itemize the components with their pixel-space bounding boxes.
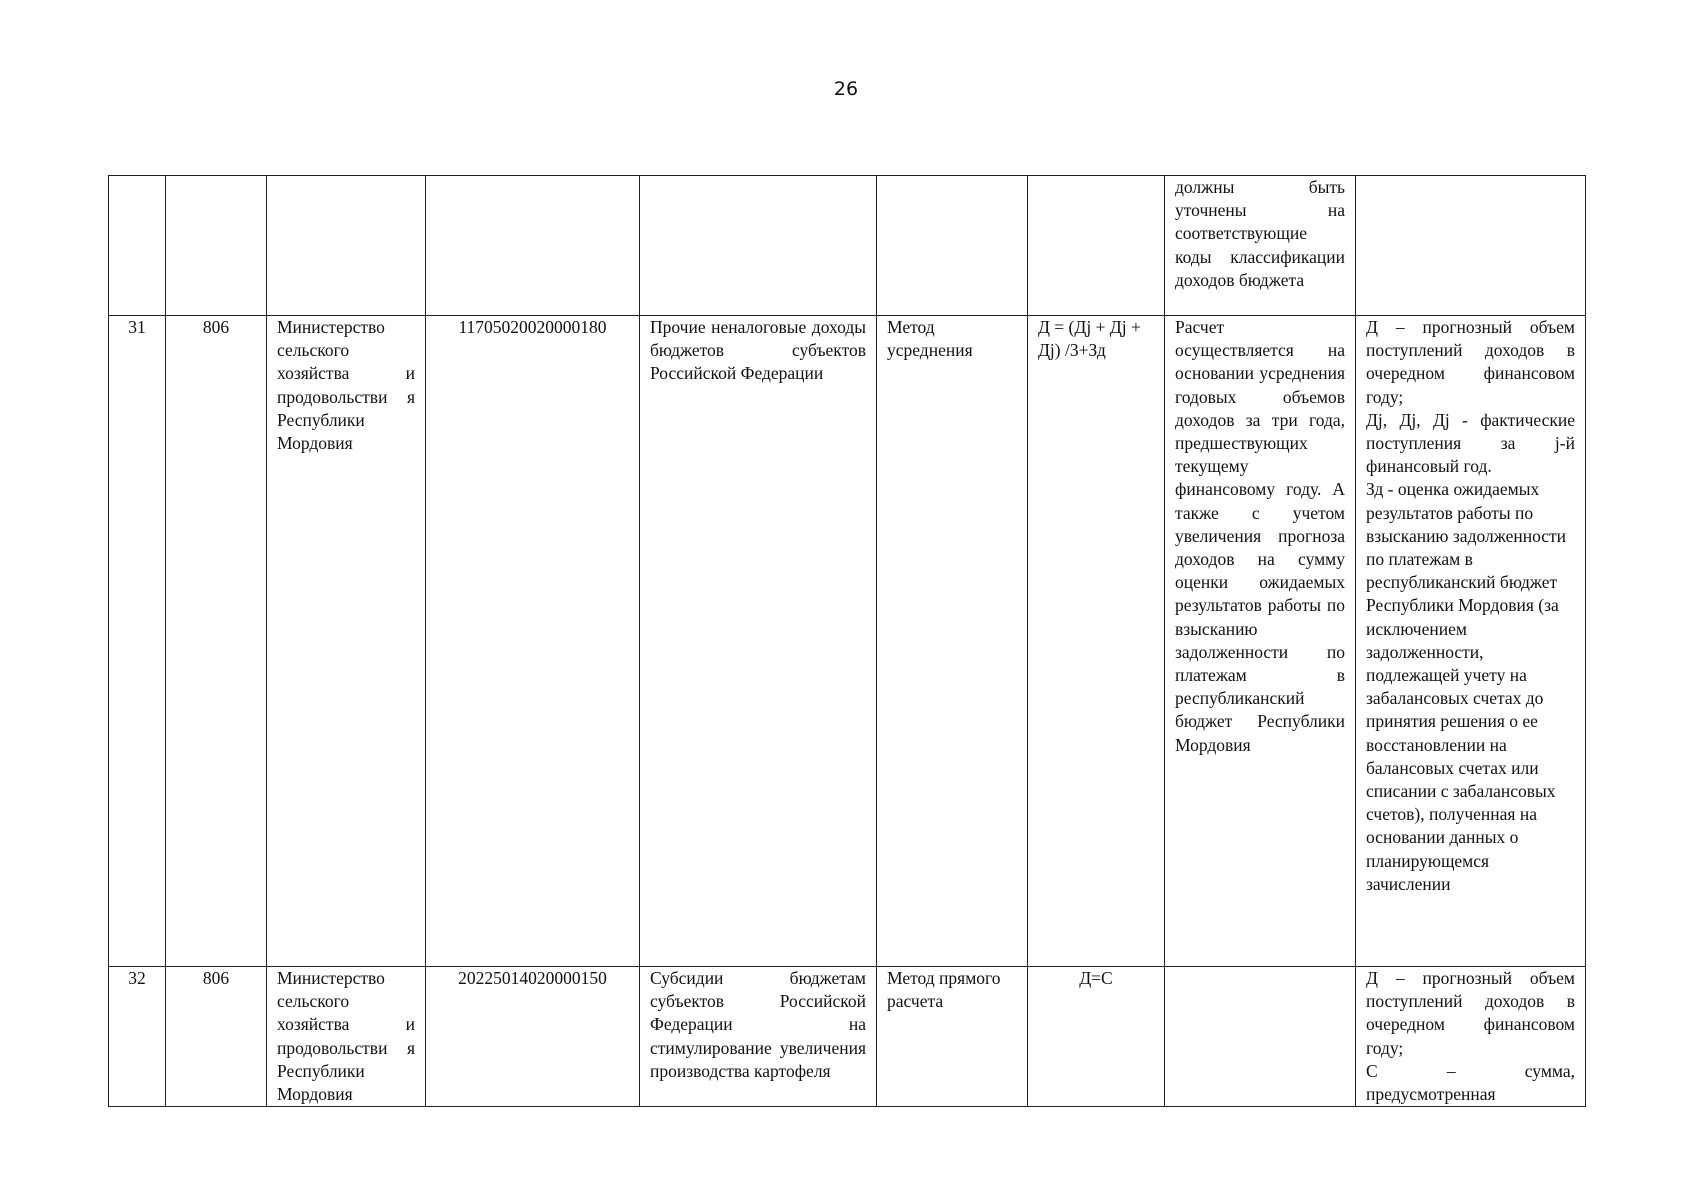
kbk-code-cell: 20225014020000150	[426, 967, 640, 1107]
method-cell: Метод усреднения	[877, 316, 1028, 967]
description-line: Дj, Дj, Дj - фактические поступления за j-й финансовый год.	[1366, 409, 1575, 477]
admin-name-cell: Министерство сельского хозяйства и продовольстви я Республики Мордовия	[267, 967, 426, 1107]
description-cell	[1356, 316, 1586, 967]
row-number-cell: 31	[109, 316, 166, 967]
description-line: С – сумма, предусмотренная	[1366, 1060, 1575, 1105]
description-line: Д – прогнозный объем поступлений доходов в очередном финансовом году;	[1366, 317, 1575, 407]
table-row	[109, 176, 1586, 316]
formula-cell	[1028, 176, 1165, 316]
algorithm-cell	[1165, 967, 1356, 1107]
algorithm-cell: Расчет осуществляется на основании усреднения годовых объемов доходов за три года, предшествующих текущему финансовому году. А также с учетом увеличения прогноза доходов на сумму оценки ожидаемых результатов работы по взысканию задолженности по платежам в республиканский бюджет Республики Мордовия	[1165, 316, 1356, 967]
admin-code-cell	[166, 176, 267, 316]
formula-cell: Д=С	[1028, 967, 1165, 1107]
income-name-cell: Субсидии бюджетам субъектов Российской Федерации на стимулирование увеличения производства картофеля	[640, 967, 877, 1107]
description-cell	[1356, 176, 1586, 316]
row-number-cell: 32	[109, 967, 166, 1107]
method-cell	[877, 176, 1028, 316]
row-number-cell	[109, 176, 166, 316]
admin-code-cell: 806	[166, 316, 267, 967]
admin-name-cell: Министерство сельского хозяйства и продовольстви я Республики Мордовия	[267, 316, 426, 967]
kbk-code-cell	[426, 176, 640, 316]
income-name-cell: Прочие неналоговые доходы бюджетов субъектов Российской Федерации	[640, 316, 877, 967]
method-cell: Метод прямого расчета	[877, 967, 1028, 1107]
admin-code-cell: 806	[166, 967, 267, 1107]
description-line: Зд - оценка ожидаемых результатов работы по взысканию задолженности по платежам в республиканский бюджет Республики Мордовия (за исключением задолженности, подлежащей учету на забалансовых счетах до принятия решения о ее восстановлении на балансовых счетах или списании с забалансовых счетов), полученная на основании данных о планирующемся зачислении	[1366, 479, 1567, 894]
description-cell	[1356, 967, 1586, 1107]
table-row	[109, 967, 1586, 1107]
income-name-cell	[640, 176, 877, 316]
page-number: 26	[833, 78, 859, 100]
admin-name-cell	[267, 176, 426, 316]
algorithm-cell: должны быть уточнены на соответствующие коды классификации доходов бюджета	[1165, 176, 1356, 316]
table-row	[109, 316, 1586, 967]
budget-revenue-table	[108, 175, 1586, 1107]
description-line: Д – прогнозный объем поступлений доходов в очередном финансовом году;	[1366, 968, 1575, 1058]
formula-cell: Д = (Дj + Дj + Дj) /3+Зд	[1028, 316, 1165, 967]
kbk-code-cell: 11705020020000180	[426, 316, 640, 967]
